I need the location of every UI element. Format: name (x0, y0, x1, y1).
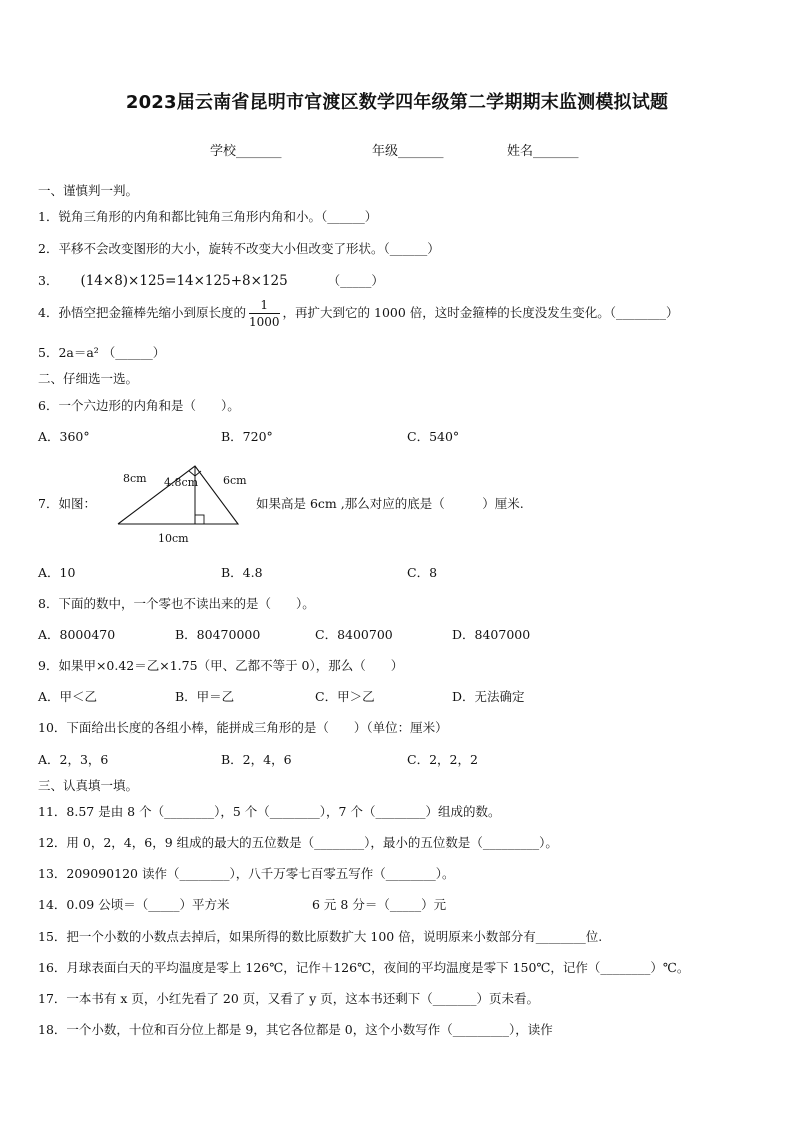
question-18: 18．一个小数，十位和百分位上都是 9，其它各位都是 0，这个小数写作（_________），读作 (38, 1022, 553, 1037)
question-8-option-c: C．8400700 (315, 627, 393, 642)
question-4-suffix: ，再扩大到它的 1000 倍，这时金箍棒的长度没发生变化。（________） (282, 305, 679, 320)
question-3-expression: (14×8)×125=14×125+8×125 (80, 273, 288, 289)
label-height: 4.8cm (164, 476, 199, 489)
name-field: 姓名_______ (507, 144, 579, 159)
fraction-numerator: 1 (249, 297, 280, 314)
school-field: 学校_______ (210, 144, 282, 159)
question-10: 10．下面给出长度的各组小棒，能拼成三角形的是（ ）（单位：厘米） (38, 720, 448, 735)
question-17: 17．一本书有 x 页，小红先看了 20 页，又看了 y 页，这本书还剩下（_______）页未看。 (38, 991, 540, 1006)
grade-field: 年级_______ (372, 144, 444, 159)
question-9-option-b: B．甲＝乙 (175, 689, 235, 704)
right-angle-mark-base (195, 515, 204, 524)
fraction-one-thousandth (249, 297, 280, 330)
question-16: 16．月球表面白天的平均温度是零上 126℃，记作＋126℃，夜间的平均温度是零下 150℃，记作（________）℃。 (38, 960, 690, 975)
question-9-option-d: D．无法确定 (452, 689, 525, 704)
question-10-option-a: A．2，3，6 (38, 752, 109, 767)
triangle-figure (110, 462, 260, 548)
question-8-option-a: A．8000470 (38, 627, 116, 642)
question-8-option-d: D．8407000 (452, 627, 531, 642)
question-7-option-a: A．10 (38, 565, 76, 580)
question-9-option-a: A．甲＜乙 (38, 689, 98, 704)
question-8-option-b: B．80470000 (175, 627, 261, 642)
section-heading-3: 三、认真填一填。 (38, 778, 139, 793)
question-3 (38, 271, 384, 289)
question-3-blank: （_____） (327, 273, 384, 288)
page-title: 2023届云南省昆明市官渡区数学四年级第二学期期末监测模拟试题 (125, 92, 669, 113)
label-right-side: 6cm (223, 474, 247, 487)
question-9: 9．如果甲×0.42＝乙×1.75（甲、乙都不等于 0），那么（ ） (38, 658, 404, 673)
question-14-part-a: 14．0.09 公顷＝（_____）平方米 (38, 897, 230, 912)
question-15: 15．把一个小数的小数点去掉后，如果所得的数比原数扩大 100 倍，说明原来小数部分有________位. (38, 929, 603, 944)
question-4 (38, 297, 679, 330)
section-heading-2: 二、仔细选一选。 (38, 371, 139, 386)
question-2: 2．平移不会改变图形的大小，旋转不改变大小但改变了形状。（______） (38, 241, 440, 256)
question-9-option-c: C．甲＞乙 (315, 689, 375, 704)
question-10-option-b: B．2，4，6 (221, 752, 292, 767)
question-13: 13．209090120 读作（________），八千万零七百零五写作（________）。 (38, 866, 455, 881)
label-left-side: 8cm (123, 472, 147, 485)
question-10-option-c: C．2，2，2 (407, 752, 478, 767)
question-7-option-c: C．8 (407, 565, 438, 580)
question-6-option-b: B．720° (221, 429, 273, 444)
question-8: 8．下面的数中，一个零也不读出来的是（ ）。 (38, 596, 315, 611)
question-6-option-a: A．360° (38, 429, 90, 444)
question-7-option-b: B．4.8 (221, 565, 263, 580)
question-7-text: 如果高是 6cm ,那么对应的底是（ ）厘米. (256, 496, 524, 511)
question-1: 1．锐角三角形的内角和都比钝角三角形内角和小。（______） (38, 209, 378, 224)
question-11: 11．8.57 是由 8 个（________），5 个（________），7 个（________）组成的数。 (38, 804, 501, 819)
question-5: 5．2a＝a² （______） (38, 345, 166, 360)
fraction-denominator: 1000 (248, 315, 280, 329)
question-12: 12．用 0，2，4，6，9 组成的最大的五位数是（________），最小的五位数是（_________）。 (38, 835, 558, 850)
question-4-prefix: 4．孙悟空把金箍棒先缩小到原长度的 (38, 305, 246, 320)
question-6-option-c: C．540° (407, 429, 460, 444)
question-6: 6．一个六边形的内角和是（ ）。 (38, 398, 240, 413)
label-base: 10cm (158, 532, 189, 545)
question-3-label: 3． (38, 273, 59, 288)
section-heading-1: 一、谨慎判一判。 (38, 183, 139, 198)
question-7-label: 7．如图： (38, 496, 96, 511)
question-14-part-b: 6 元 8 分＝（_____）元 (312, 897, 447, 912)
